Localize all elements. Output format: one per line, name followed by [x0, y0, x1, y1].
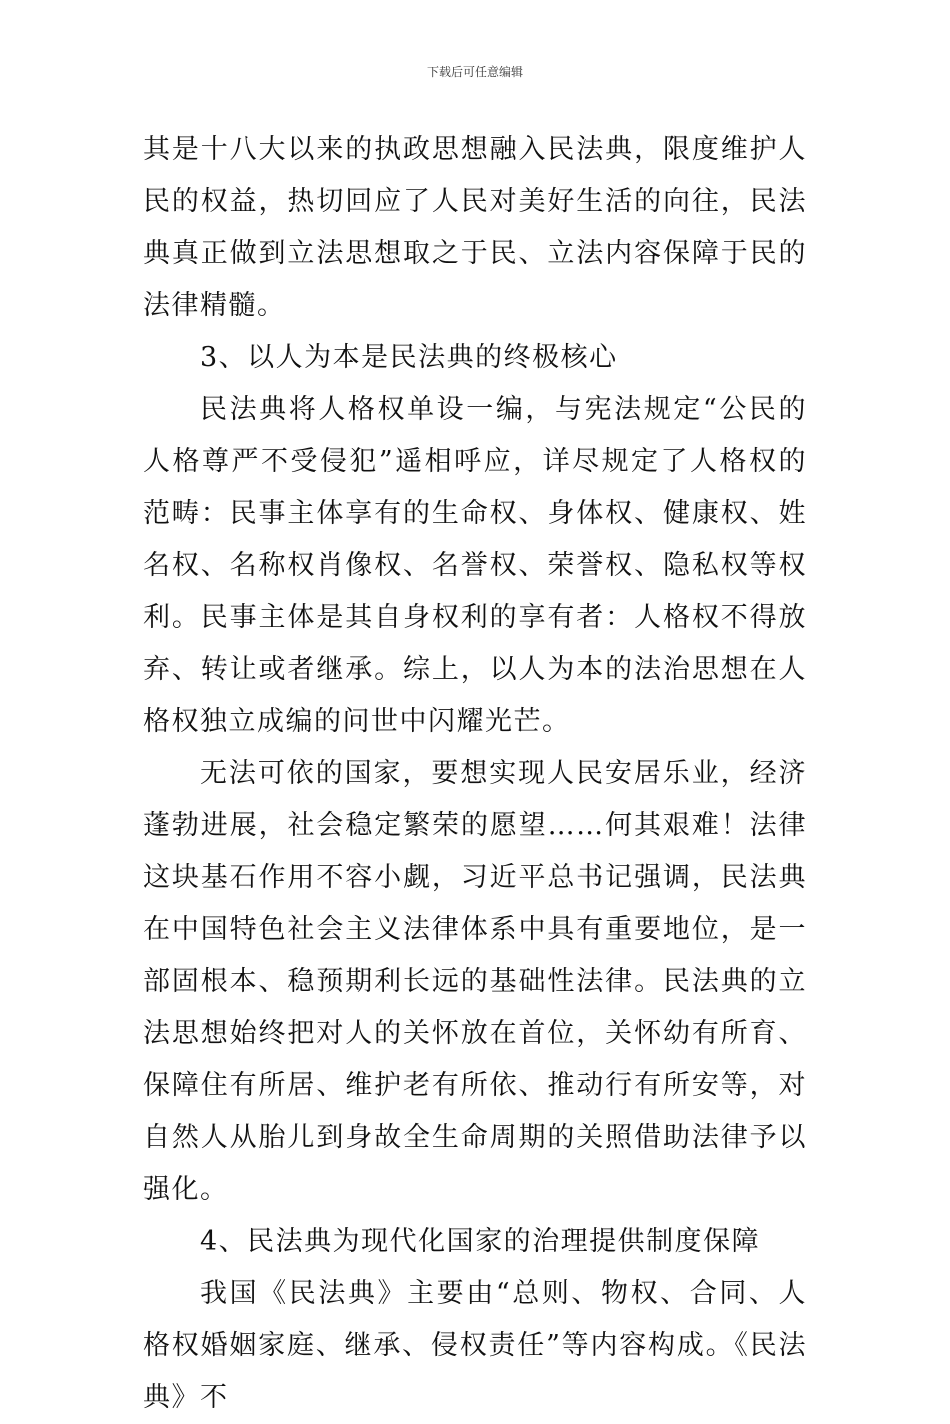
paragraph-civil-code-structure: 我国《民法典》主要由“总则、物权、合同、人格权婚姻家庭、继承、侵权责任”等内容构成。《民法典》不 — [143, 1278, 807, 1413]
section-heading-4: 4、民法典为现代化国家的治理提供制度保障 — [200, 1226, 761, 1257]
paragraph-personality-rights: 民法典将人格权单设一编，与宪法规定“公民的人格尊严不受侵犯”遥相呼应，详尽规定了人格权的范畴：民事主体享有的生命权、身体权、健康权、姓名权、名称权肖像权、名誉权、荣誉权、隐私权等权利。民事主体是其自身权利的享有者：人格权不得放弃、转让或者继承。综上，以人为本的法治思想在人格权独立成编的问世中闪耀光芒。 — [143, 394, 807, 737]
section-heading-3: 3、以人为本是民法典的终极核心 — [200, 342, 618, 373]
document-body — [143, 124, 807, 1424]
paragraph-rule-of-law: 无法可依的国家，要想实现人民安居乐业，经济蓬勃进展，社会稳定繁荣的愿望……何其艰难！法律这块基石作用不容小觑，习近平总书记强调，民法典在中国特色社会主义法律体系中具有重要地位，是一部固根本、稳预期利长远的基础性法律。民法典的立法思想始终把对人的关怀放在首位，关怀幼有所育、保障住有所居、维护老有所依、推动行有所安等，对自然人从胎儿到身故全生命周期的关照借助法律予以强化。 — [143, 758, 807, 1205]
paragraph-continuation: 其是十八大以来的执政思想融入民法典，限度维护人民的权益，热切回应了人民对美好生活的向往，民法典真正做到立法思想取之于民、立法内容保障于民的法律精髓。 — [143, 134, 807, 321]
page-header: 下载后可任意编辑 — [426, 65, 523, 79]
